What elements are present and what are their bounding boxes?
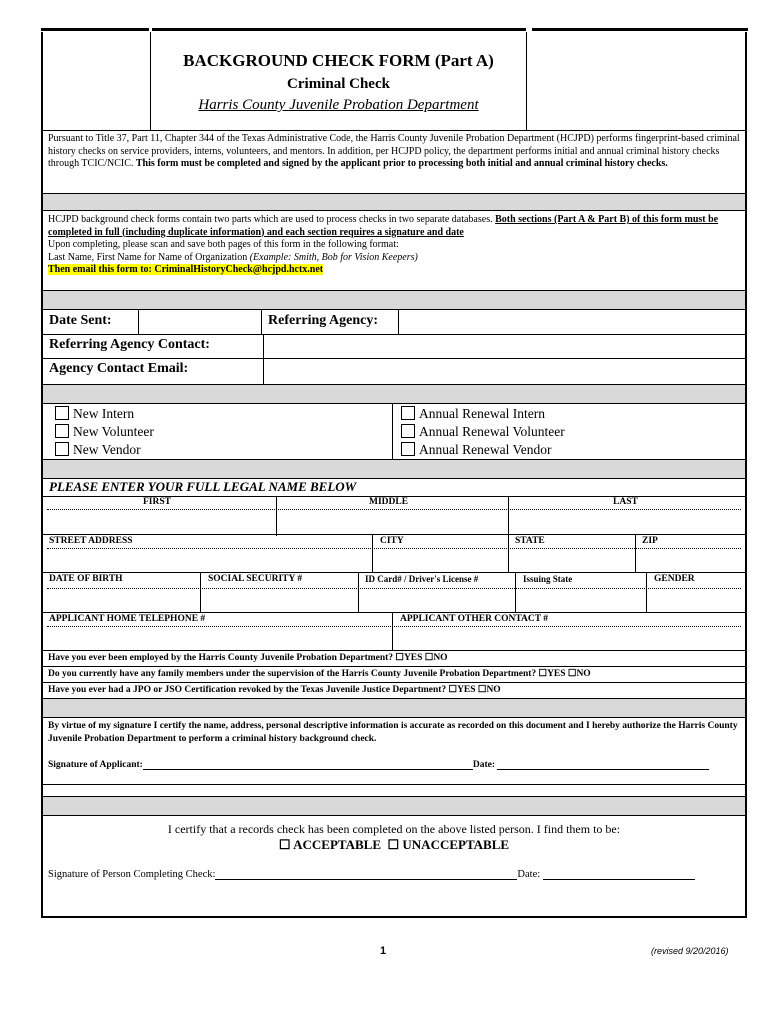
referring-contact-field[interactable]: [264, 334, 745, 358]
issuing-state-input[interactable]: [516, 589, 646, 612]
checkbox-icon[interactable]: [55, 406, 69, 420]
checkbox-annual-intern[interactable]: [401, 405, 565, 423]
gender-label: GENDER: [654, 574, 695, 584]
first-name-label: FIRST: [143, 497, 171, 507]
gray-spacer: [43, 796, 745, 816]
home-phone-label: APPLICANT HOME TELEPHONE #: [49, 614, 206, 624]
checkbox-label: New Intern: [73, 406, 135, 421]
checkbox-annual-volunteer[interactable]: [401, 423, 565, 441]
street-address-label: STREET ADDRESS: [49, 536, 133, 546]
question-employed[interactable]: Have you ever been employed by the Harris County Juvenile Probation Department? ☐YES ☐NO: [48, 653, 448, 663]
home-phone-input[interactable]: [43, 627, 392, 650]
records-signature-line[interactable]: [215, 879, 517, 880]
date-sent-label: Date Sent:: [49, 313, 112, 328]
gray-spacer: [43, 384, 745, 404]
top-rule-right: [532, 28, 748, 31]
records-result-options: [43, 837, 745, 853]
dob-input[interactable]: [43, 589, 200, 612]
city-label: CITY: [380, 536, 404, 546]
checkbox-new-volunteer[interactable]: [55, 423, 154, 441]
checkbox-icon[interactable]: [55, 442, 69, 456]
checkbox-icon[interactable]: [55, 424, 69, 438]
checkbox-new-vendor[interactable]: [55, 441, 154, 459]
id-label: ID Card# / Driver's License #: [365, 574, 479, 584]
intro-text: Pursuant to Title 37, Part 11, Chapter 344 of the Texas Administrative Code, the Harris County Juvenile Probation Department (HCJPD) performs fingerprint-based criminal history checks on service providers, interns, volunteers, and mentors. In addition, per HCJPD policy, the department performs initial and annual criminal history checks through TCIC/NCIC.: [48, 133, 740, 169]
department-name: Harris County Juvenile Probation Department: [198, 97, 479, 113]
checkbox-label: New Volunteer: [73, 424, 154, 439]
instructions-example: (Example: Smith, Bob for Vision Keepers): [249, 251, 418, 263]
date-sent-field[interactable]: [139, 310, 261, 334]
records-signature-row: [48, 869, 695, 880]
records-signature-label: Signature of Person Completing Check:: [48, 869, 216, 880]
checkbox-label: New Vendor: [73, 442, 141, 457]
last-name-input[interactable]: [509, 510, 745, 534]
page-number: 1: [380, 945, 387, 957]
type-options-right: [401, 405, 565, 459]
middle-name-label: MIDDLE: [369, 497, 409, 507]
state-input[interactable]: [509, 549, 635, 572]
gray-spacer: [43, 698, 745, 718]
gray-spacer: [43, 459, 745, 479]
id-input[interactable]: [359, 589, 515, 612]
records-date-label: Date:: [517, 869, 541, 880]
form-subtitle: Criminal Check: [287, 76, 390, 92]
divider: [43, 534, 745, 535]
checkbox-label: Annual Renewal Vendor: [419, 442, 552, 457]
instructions-format: Upon completing, please scan and save both pages of this form in the following format:: [48, 239, 399, 250]
gray-spacer: [43, 290, 745, 310]
referring-agency-field[interactable]: [399, 310, 745, 334]
instructions-naming: Last Name, First Name for Name of Organization: [48, 251, 250, 263]
ssn-label: SOCIAL SECURITY #: [208, 574, 303, 584]
certification-text: By virtue of my signature I certify the name, address, personal descriptive information is accurate as recorded on this document and I hereby authorize the Harris County Juvenile Probation Department to perform a criminal history background check.: [48, 721, 738, 744]
checkbox-new-intern[interactable]: [55, 405, 154, 423]
records-certify-text: I certify that a records check has been completed on the above listed person. I find them to be:: [167, 822, 621, 836]
divider: [43, 784, 745, 785]
ssn-input[interactable]: [201, 589, 358, 612]
checkbox-label: Annual Renewal Volunteer: [419, 424, 565, 439]
acceptable-checkbox[interactable]: ☐ ACCEPTABLE: [278, 837, 381, 852]
instructions-bold-text: Both sections (Part A & Part B) of this form must be completed in full (including duplicate information) and each section requires a signature and date: [48, 214, 719, 238]
applicant-signature-row: [48, 760, 709, 770]
header-title-cell: [151, 32, 527, 130]
checkbox-annual-vendor[interactable]: [401, 441, 565, 459]
state-label: STATE: [515, 536, 545, 546]
legal-name-heading: PLEASE ENTER YOUR FULL LEGAL NAME BELOW: [49, 479, 357, 494]
divider: [43, 572, 745, 573]
middle-name-input[interactable]: [277, 510, 508, 534]
street-address-input[interactable]: [43, 549, 372, 572]
divider: [261, 310, 262, 334]
intro-bold-text: This form must be completed and signed by the applicant prior to processing both initial and annual criminal history checks.: [135, 158, 668, 169]
contact-email-field[interactable]: [264, 358, 745, 384]
header-left-cell: [43, 32, 151, 130]
checkbox-icon[interactable]: [401, 424, 415, 438]
referring-contact-label: Referring Agency Contact:: [49, 337, 210, 352]
question-family[interactable]: Do you currently have any family members under the supervision of the Harris County Juvenile Probation Department? ☐YES ☐NO: [48, 669, 591, 679]
instructions-paragraph: [48, 214, 743, 277]
email-instruction[interactable]: Then email this form to: CriminalHistoryCheck@hcjpd.hctx.net: [48, 264, 324, 275]
contact-email-label: Agency Contact Email:: [49, 361, 189, 376]
form-frame: [41, 32, 747, 918]
checkbox-label: Annual Renewal Intern: [419, 406, 545, 421]
other-contact-label: APPLICANT OTHER CONTACT #: [400, 614, 549, 624]
applicant-signature-label: Signature of Applicant:: [48, 760, 143, 770]
checkbox-icon[interactable]: [401, 406, 415, 420]
checkbox-icon[interactable]: [401, 442, 415, 456]
top-rule-left: [41, 28, 149, 31]
referring-agency-label: Referring Agency:: [268, 313, 379, 328]
issuing-state-label: Issuing State: [523, 574, 573, 584]
first-name-input[interactable]: [43, 510, 276, 534]
gray-spacer: [43, 193, 745, 211]
intro-paragraph: [48, 133, 743, 171]
gender-input[interactable]: [647, 589, 745, 612]
applicant-signature-line[interactable]: [143, 769, 473, 770]
type-options-left: [55, 405, 154, 459]
instructions-text: HCJPD background check forms contain two parts which are used to process checks in two separate databases.: [48, 214, 496, 225]
dob-label: DATE OF BIRTH: [49, 574, 123, 584]
question-certification[interactable]: Have you ever had a JPO or JSO Certification revoked by the Texas Juvenile Justice Department? ☐YES ☐NO: [48, 685, 501, 695]
applicant-date-label: Date:: [472, 760, 495, 770]
applicant-date-line[interactable]: [497, 769, 709, 770]
divider: [43, 130, 745, 131]
records-date-line[interactable]: [543, 879, 695, 880]
divider: [43, 612, 745, 613]
divider: [43, 650, 745, 651]
top-rule-middle: [152, 28, 526, 31]
divider: [43, 682, 745, 683]
revision-date: (revised 9/20/2016): [651, 946, 729, 956]
divider: [43, 666, 745, 667]
zip-label: ZIP: [642, 536, 658, 546]
form-title: BACKGROUND CHECK FORM (Part A): [183, 51, 494, 70]
divider: [392, 404, 393, 459]
last-name-label: LAST: [613, 497, 638, 507]
other-contact-input[interactable]: [393, 627, 745, 650]
zip-input[interactable]: [636, 549, 745, 572]
unacceptable-checkbox[interactable]: ☐ UNACCEPTABLE: [387, 837, 510, 852]
city-input[interactable]: [373, 549, 508, 572]
